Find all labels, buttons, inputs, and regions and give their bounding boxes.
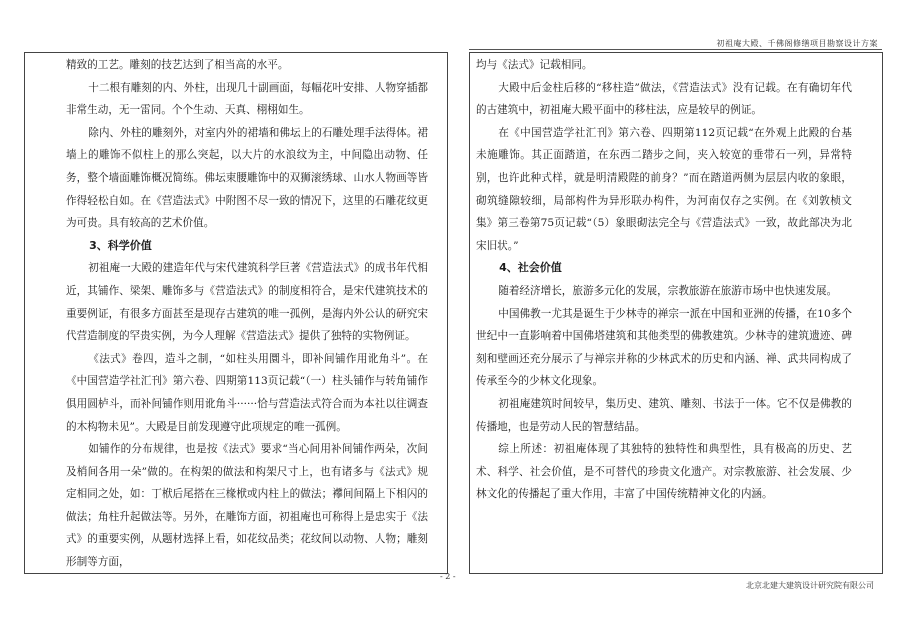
left-text-column bbox=[66, 54, 428, 574]
paragraph: 综上所述：初祖庵体现了其独特的独特性和典型性，具有极高的历史、艺术、科学、社会价值，是不可替代的珍贵文化遗产。对宗教旅游、社会发展、少林文化的传播起了重大作用，丰富了中国传统精神文化的内涵。 bbox=[476, 443, 852, 501]
paragraph: 十二根有雕刻的内、外柱，出现几十副画面，每幅花叶安排、人物穿插都非常生动，无一雷同。个个生动、天真、栩栩如生。 bbox=[66, 81, 428, 117]
paragraph: 除内、外柱的雕刻外，对室内外的裙墙和佛坛上的石雕处理手法得体。裙墙上的雕饰不似柱上的那么突起，以大片的水浪纹为主，中间隐出动物、任务，整个墙面雕饰概况简练。佛坛束腰雕饰中的双狮滚绣球、山水人物画等皆作得轻松自如。在《营造法式》中附图不尽一致的情况下，这里的石雕花纹更为可贵。具有较高的艺术价值。 bbox=[66, 126, 428, 230]
paragraph: 《法式》卷四，造斗之制，“如柱头用圜斗，即补间铺作用讹角斗”。在《中国营造学社汇刊》第六卷、四期第113页记载“（一）柱头铺作与转角铺作俱用圆栌斗，而补间铺作则用讹角斗······恰与营造法式符合而为本社以往调查的木构物未见”。大殿是目前发现遵守此项规定的唯一孤例。 bbox=[66, 352, 428, 433]
paragraph: 中国佛教一尤其是诞生于少林寺的禅宗一派在中国和亚洲的传播，在10多个世纪中一直影响着中国佛塔建筑和其他类型的佛教建筑。少林寺的建筑遗迹、碑刻和壁画还充分展示了与禅宗并称的少林武术的历史和内涵、禅、武共同构成了传承至今的少林文化现象。 bbox=[476, 307, 852, 388]
header-rule bbox=[469, 49, 882, 50]
document-header: 初祖庵大殿、千佛阁修缮项目勘察设计方案 bbox=[716, 39, 878, 48]
right-text-column bbox=[476, 54, 852, 506]
paragraph: 大殿中后金柱后移的“移柱造”做法，《营造法式》没有记载。在有确切年代的古建筑中，初祖庵大殿平面中的移柱法，应是较早的例证。 bbox=[476, 81, 852, 117]
paragraph: 精致的工艺。雕刻的技艺达到了相当高的水平。 bbox=[66, 59, 289, 71]
paragraph: 初祖庵建筑时间较早，集历史、建筑、雕刻、书法于一体。它不仅是佛教的传播地，也是劳动人民的智慧结晶。 bbox=[476, 397, 852, 433]
paragraph: 如铺作的分布规律，也是按《法式》要求“当心间用补间铺作两朵，次间及梢间各用一朵”做的。在构架的做法和构架尺寸上，也有诸多与《法式》规定相同之处，如：丁栿后尾搭在三椽栿或内柱上的做法；襻间间隔上下相闪的做法；角柱升起做法等。另外，在雕饰方面，初祖庵也可称得上是忠实于《法式》的重要实例，从题材选择上看，如花纹品类；花纹间以动物、人物；雕刻形制等方面， bbox=[66, 443, 428, 569]
paragraph: 随着经济增长，旅游多元化的发展，宗教旅游在旅游市场中也快速发展。 bbox=[498, 284, 838, 297]
paragraph: 初祖庵一大殿的建造年代与宋代建筑科学巨著《营造法式》的成书年代相近，其铺作、梁架、雕饰多与《营造法式》的制度相符合，是宋代建筑技术的重要例证，有很多方面甚至是现存古建筑的唯一孤例，是海内外公认的研究宋代营造制度的罕贵实例，为今人理解《营造法式》提供了独特的实物例证。 bbox=[66, 262, 428, 343]
section-heading-scientific-value: 3、科学价值 bbox=[89, 238, 152, 252]
footer-company: 北京北建大建筑设计研究院有限公司 bbox=[746, 581, 874, 590]
page-number: - 2 - bbox=[440, 572, 456, 581]
paragraph: 均与《法式》记载相同。 bbox=[476, 59, 593, 71]
paragraph: 在《中国营造学社汇刊》第六卷、四期第112页记载“在外观上此殿的台基未施雕饰。其正面踏道，在东西二踏步之间，夹入较宽的垂带石一列，异常特别，也许此种式样，就是明清殿陛的前身？”而在踏道两侧为层层内收的象眼，砌筑缝隙较细，局部构件为异形联办构件，为河南仅存之实例。在《刘敦桢文集》第三卷第75页记载“（5）象眼砌法完全与《营造法式》一致，故此部决为北宋旧状。” bbox=[476, 126, 852, 252]
section-heading-social-value: 4、社会价值 bbox=[499, 261, 562, 275]
